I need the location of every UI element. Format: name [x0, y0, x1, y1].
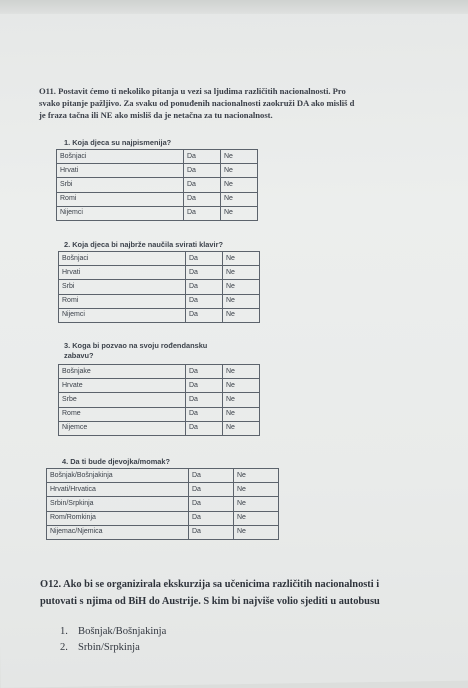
- nationality-cell: Romi: [57, 192, 184, 206]
- no-option[interactable]: Ne: [223, 407, 260, 421]
- q12-line-2: putovati s njima od BiH do Austrije. S kim bi najviše volio sjediti u autobusu: [40, 596, 380, 607]
- nationality-cell: Bošnjaci: [59, 252, 186, 266]
- no-option[interactable]: Ne: [221, 206, 258, 220]
- subquestion-3-table: [58, 364, 260, 436]
- nationality-cell: Hrvati/Hrvatica: [47, 483, 189, 497]
- no-option[interactable]: Ne: [234, 483, 279, 497]
- subquestion-4-table: [46, 468, 279, 540]
- nationality-cell: Bošnjaci: [57, 150, 184, 164]
- q11-line-3: je fraza tačna ili NE ako misliš da je netačna za tu nacionalnost.: [39, 110, 273, 120]
- table-row: [57, 206, 258, 220]
- no-option[interactable]: Ne: [223, 294, 260, 308]
- table-row: [47, 483, 279, 497]
- nationality-cell: Nijemci: [59, 308, 186, 322]
- table-row: [59, 252, 260, 266]
- q12-option-1[interactable]: [60, 626, 166, 637]
- no-option[interactable]: Ne: [223, 308, 260, 322]
- table-row: [47, 511, 279, 525]
- subquestion-3-title-line-1: 3. Koga bi pozvao na svoju rođendansku: [64, 341, 208, 350]
- yes-option[interactable]: Da: [186, 365, 223, 379]
- yes-option[interactable]: Da: [186, 280, 223, 294]
- yes-option[interactable]: Da: [186, 266, 223, 280]
- subquestion-3-title-line-2: zabavu?: [64, 351, 94, 360]
- yes-option[interactable]: Da: [189, 511, 234, 525]
- yes-option[interactable]: Da: [186, 421, 223, 435]
- yes-option[interactable]: Da: [184, 206, 221, 220]
- table-row: [59, 266, 260, 280]
- table-row: [47, 525, 279, 539]
- option-number: 1.: [60, 626, 68, 637]
- table-row: [59, 294, 260, 308]
- no-option[interactable]: Ne: [223, 393, 260, 407]
- option-number: 2.: [60, 642, 68, 653]
- table-row: [57, 178, 258, 192]
- no-option[interactable]: Ne: [223, 266, 260, 280]
- q12-option-2[interactable]: [60, 642, 140, 653]
- nationality-cell: Nijemce: [59, 421, 186, 435]
- q11-line-2: svako pitanje pažljivo. Za svaku od ponuđenih nacionalnosti zaokruži DA ako misliš d: [39, 98, 355, 108]
- nationality-cell: Srbi: [57, 178, 184, 192]
- option-label: Srbin/Srpkinja: [78, 642, 140, 653]
- yes-option[interactable]: Da: [184, 178, 221, 192]
- subquestion-2-table: [58, 251, 260, 323]
- yes-option[interactable]: Da: [186, 252, 223, 266]
- table-row: [57, 164, 258, 178]
- nationality-cell: Rom/Romkinja: [47, 511, 189, 525]
- nationality-cell: Bošnjake: [59, 365, 186, 379]
- table-row: [59, 379, 260, 393]
- subquestion-1-title: 1. Koja djeca su najpismenija?: [64, 138, 172, 147]
- no-option[interactable]: Ne: [223, 379, 260, 393]
- no-option[interactable]: Ne: [234, 469, 279, 483]
- nationality-cell: Nijemac/Njemica: [47, 525, 189, 539]
- nationality-cell: Hrvati: [59, 266, 186, 280]
- nationality-cell: Rome: [59, 407, 186, 421]
- table-row: [59, 365, 260, 379]
- yes-option[interactable]: Da: [189, 469, 234, 483]
- subquestion-2-title: 2. Koja djeca bi najbrže naučila svirati klavir?: [64, 240, 223, 249]
- yes-option[interactable]: Da: [186, 393, 223, 407]
- table-row: [59, 280, 260, 294]
- no-option[interactable]: Ne: [221, 192, 258, 206]
- yes-option[interactable]: Da: [184, 192, 221, 206]
- yes-option[interactable]: Da: [189, 483, 234, 497]
- option-label: Bošnjak/Bošnjakinja: [78, 626, 167, 637]
- no-option[interactable]: Ne: [221, 150, 258, 164]
- table-row: [57, 192, 258, 206]
- q11-line-1: O11. Postavit ćemo ti nekoliko pitanja u vezi sa ljudima različitih nacionalnosti. Pro: [39, 86, 346, 96]
- no-option[interactable]: Ne: [234, 511, 279, 525]
- yes-option[interactable]: Da: [184, 164, 221, 178]
- yes-option[interactable]: Da: [186, 308, 223, 322]
- no-option[interactable]: Ne: [223, 280, 260, 294]
- nationality-cell: Hrvate: [59, 379, 186, 393]
- no-option[interactable]: Ne: [223, 252, 260, 266]
- table-row: [59, 407, 260, 421]
- yes-option[interactable]: Da: [186, 379, 223, 393]
- subquestion-4-title: 4. Da ti bude djevojka/momak?: [62, 457, 171, 466]
- yes-option[interactable]: Da: [189, 497, 234, 511]
- q12-line-1: O12. Ako bi se organizirala ekskurzija sa učenicima različitih nacionalnosti i: [40, 579, 380, 590]
- table-row: [59, 393, 260, 407]
- yes-option[interactable]: Da: [184, 150, 221, 164]
- no-option[interactable]: Ne: [223, 421, 260, 435]
- yes-option[interactable]: Da: [186, 407, 223, 421]
- table-row: [59, 421, 260, 435]
- nationality-cell: Hrvati: [57, 164, 184, 178]
- table-row: [59, 308, 260, 322]
- no-option[interactable]: Ne: [223, 365, 260, 379]
- previous-page-edge: [0, 0, 468, 14]
- table-row: [47, 497, 279, 511]
- table-row: [47, 469, 279, 483]
- no-option[interactable]: Ne: [234, 525, 279, 539]
- no-option[interactable]: Ne: [221, 164, 258, 178]
- nationality-cell: Nijemci: [57, 206, 184, 220]
- nationality-cell: Bošnjak/Bošnjakinja: [47, 469, 189, 483]
- no-option[interactable]: Ne: [221, 178, 258, 192]
- nationality-cell: Srbin/Srpkinja: [47, 497, 189, 511]
- yes-option[interactable]: Da: [189, 525, 234, 539]
- yes-option[interactable]: Da: [186, 294, 223, 308]
- no-option[interactable]: Ne: [234, 497, 279, 511]
- subquestion-1-table: [56, 149, 258, 221]
- table-row: [57, 150, 258, 164]
- nationality-cell: Romi: [59, 294, 186, 308]
- nationality-cell: Srbi: [59, 280, 186, 294]
- nationality-cell: Srbe: [59, 393, 186, 407]
